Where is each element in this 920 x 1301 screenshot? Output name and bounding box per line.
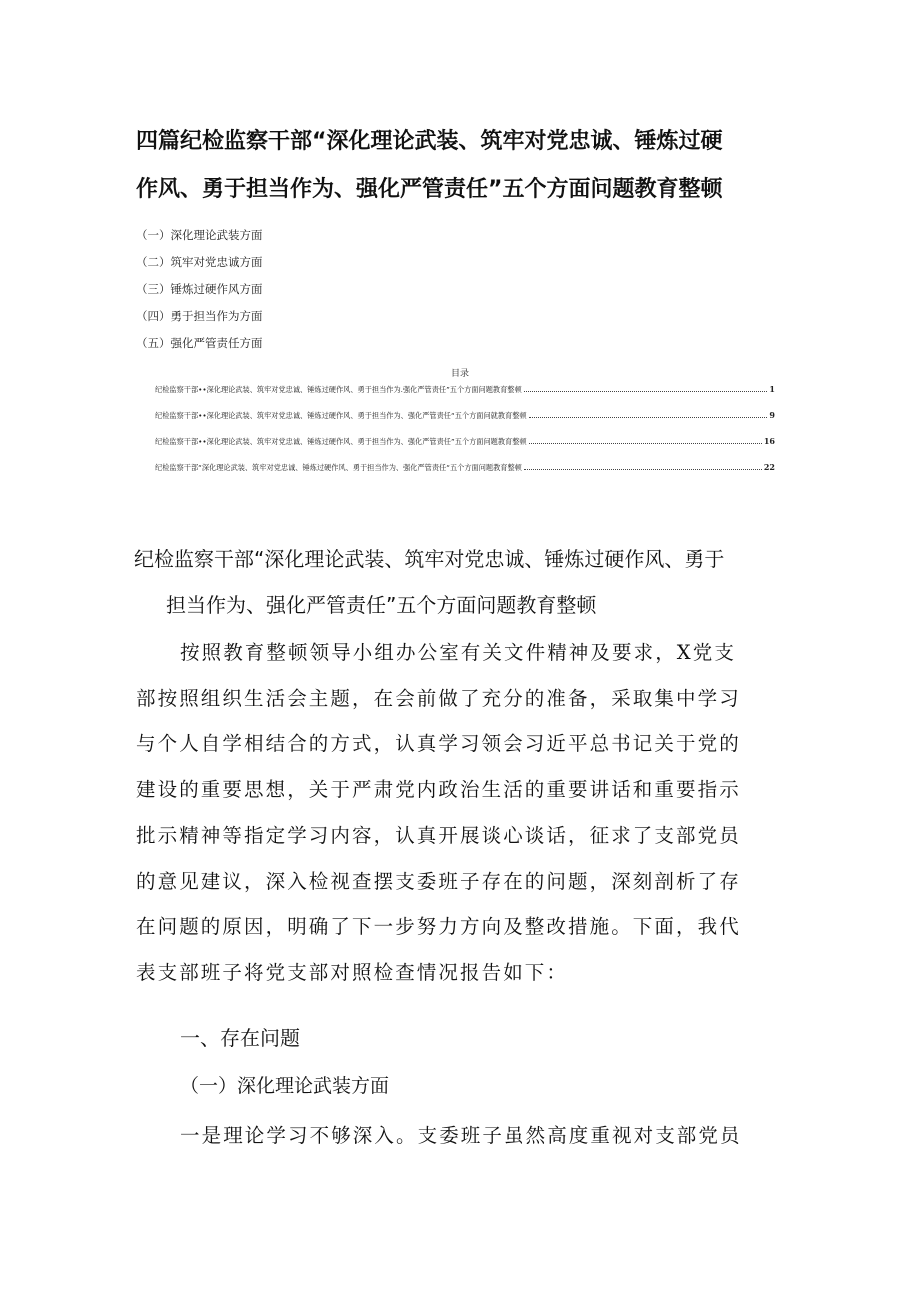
- section-heading: 一、存在问题: [180, 1026, 300, 1050]
- category-item: （四）勇于担当作为方面: [136, 309, 263, 323]
- toc-entry[interactable]: [155, 462, 775, 488]
- toc-entry-title: 纪检监察干部••深化理论武装、筑牢对党忠诚、锤炼过硬作风、勇于担当作为、强化严管责任”五个方面问题教育整顿: [155, 437, 527, 446]
- paragraph-line: 在问题的原因，明确了下一步努力方向及整改措施。下面，我代: [136, 915, 741, 939]
- toc-entry[interactable]: [155, 410, 775, 436]
- table-of-contents: [155, 384, 775, 488]
- body-paragraph: [136, 630, 790, 996]
- toc-entry-title: 纪检监察干部••深化理论武装、筑牢对党忠诚、锤炼过硬作风、勇于担当作为、强化严管责任“五个方面问就教育整顿: [155, 411, 527, 420]
- paragraph-line: 的意见建议，深入检视查摆支委班子存在的问题，深刻剖析了存: [136, 869, 741, 893]
- compilation-title-line-2: 作风、勇于担当作为、强化严管责任”五个方面问题教育整顿: [136, 177, 723, 202]
- document-title-line-2: 担当作为、强化严管责任”五个方面问题教育整顿: [166, 593, 597, 617]
- paragraph-line: 建设的重要思想，关于严肃党内政治生活的重要讲话和重要指示: [136, 778, 741, 802]
- toc-leader-dots: [529, 437, 762, 444]
- category-item: （五）强化严管责任方面: [136, 336, 263, 350]
- document-title-line-1: 纪检监察干部“深化理论武装、筑牢对党忠诚、锤炼过硬作风、勇于: [134, 547, 725, 571]
- paragraph-line: 部按照组织生活会主题，在会前做了充分的准备，采取集中学习: [136, 686, 741, 710]
- toc-entry[interactable]: [155, 436, 775, 462]
- paragraph-line: 按照教育整顿领导小组办公室有关文件精神及要求，X党支: [180, 641, 736, 664]
- toc-entry-page: 22: [763, 462, 775, 472]
- toc-leader-dots: [529, 411, 768, 418]
- category-item: （三）锤炼过硬作风方面: [136, 282, 263, 296]
- subsection-heading: （一）深化理论武装方面: [180, 1075, 390, 1097]
- category-item: （一）深化理论武装方面: [136, 228, 263, 242]
- compilation-title: [136, 118, 776, 214]
- paragraph-line: 批示精神等指定学习内容，认真开展谈心谈话，征求了支部党员: [136, 823, 741, 847]
- document-title: [134, 536, 794, 628]
- paragraph-line: 表支部班子将党支部对照检查情况报告如下：: [136, 960, 569, 984]
- category-list: [136, 222, 536, 357]
- toc-heading: 目录: [450, 369, 469, 379]
- paragraph-line: 与个人自学相结合的方式，认真学习领会习近平总书记关于党的: [136, 732, 741, 756]
- toc-entry-page: 9: [769, 410, 775, 420]
- paragraph-line: 一是理论学习不够深入。支委班子虽然高度重视对支部党员: [180, 1124, 742, 1147]
- toc-leader-dots: [524, 385, 768, 392]
- toc-entry-page: 1: [769, 384, 775, 394]
- toc-entry-page: 16: [763, 436, 775, 446]
- toc-leader-dots: [524, 463, 762, 470]
- compilation-title-line-1: 四篇纪检监察干部“深化理论武装、筑牢对党忠诚、锤炼过硬: [136, 129, 723, 154]
- toc-entry[interactable]: [155, 384, 775, 410]
- toc-entry-title: 纪检监察干部••深化理论武装、筑牢对党忠诚、锤炼过硬作风、勇于担当作为.强化严管责任”五个方面问题教育整顿: [155, 385, 522, 394]
- toc-entry-title: 纪检监察干部“深化理论武装、筑牢对党忠诚、锤炼过硬作风、勇于担当作为、强化严管责任“五个方面问题教育整顿: [155, 463, 522, 472]
- category-item: （二）筑牢对党忠诚方面: [136, 255, 263, 269]
